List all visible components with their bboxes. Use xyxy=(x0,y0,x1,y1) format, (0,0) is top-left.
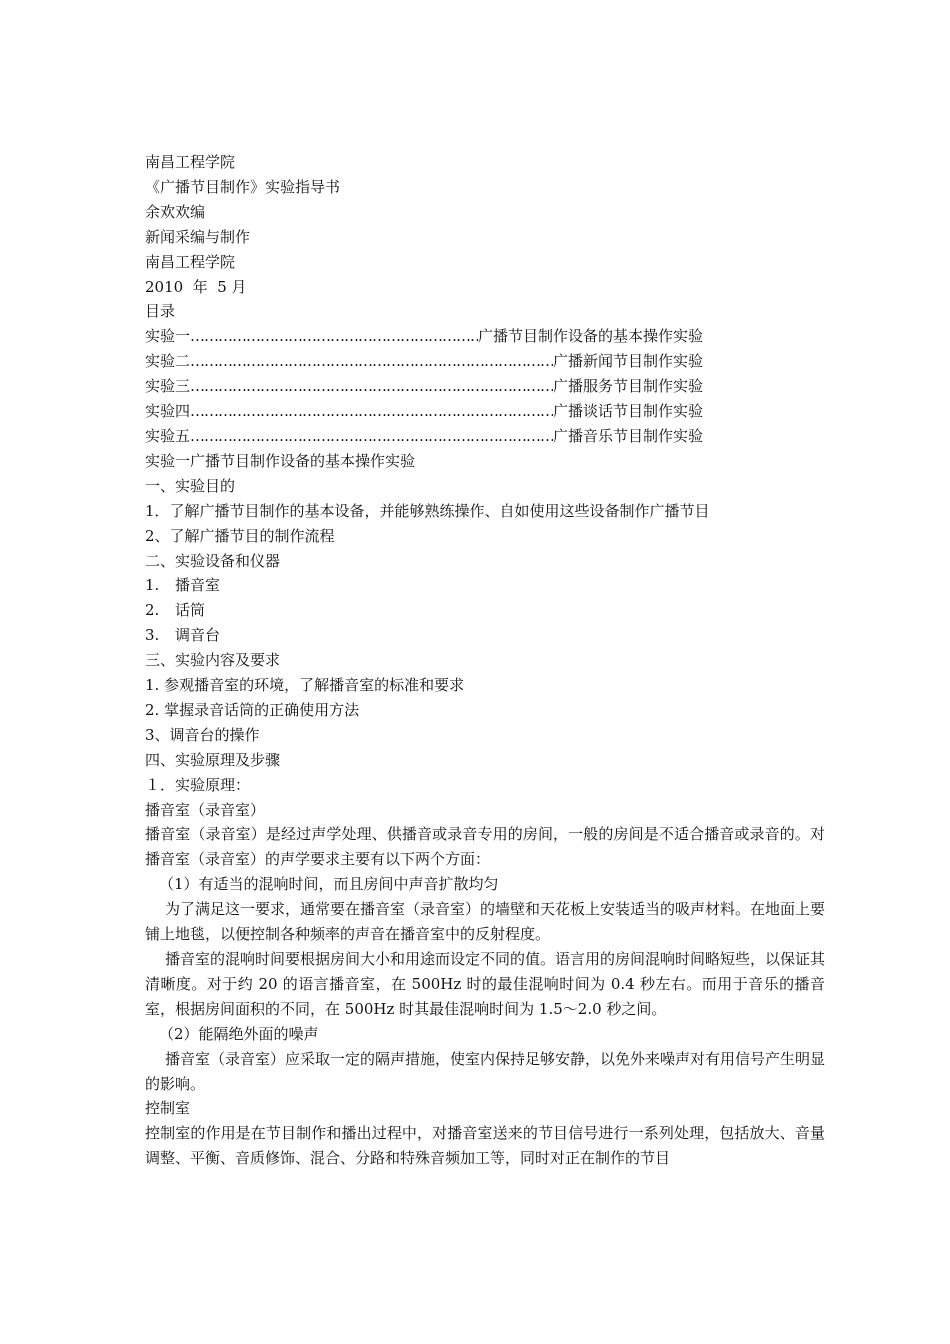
document-body xyxy=(145,150,825,1171)
toc-leader xyxy=(190,399,553,424)
section-heading-equipment: 二、实验设备和仪器 xyxy=(145,551,281,570)
toc-item-5[interactable] xyxy=(145,424,703,449)
toc-item-1[interactable] xyxy=(145,324,703,349)
content-item-3: 3、调音台的操作 xyxy=(145,725,260,744)
requirement-2-paragraph: 播音室（录音室）应采取一定的隔声措施，使室内保持足够安静，以免外来噪声对有用信号产生明显的影响。 xyxy=(145,1049,826,1093)
requirement-1: （1）有适当的混响时间，而且房间中声音扩散均匀 xyxy=(159,875,499,894)
editor: 余欢欢编 xyxy=(145,202,206,221)
toc-item-3[interactable] xyxy=(145,374,703,399)
toc-label: 实验三 xyxy=(145,377,191,396)
toc-label: 实验二 xyxy=(145,352,191,371)
section-heading-content: 三、实验内容及要求 xyxy=(145,651,281,670)
toc-title: 广播谈话节目制作实验 xyxy=(552,402,703,421)
principle-subheading: １．实验原理： xyxy=(145,775,251,794)
studio-heading: 播音室（录音室） xyxy=(145,800,266,819)
toc-heading: 目录 xyxy=(145,302,176,321)
content-item-2: 2. 掌握录音话筒的正确使用方法 xyxy=(145,700,360,719)
list-text: 播音室 xyxy=(175,576,221,595)
equipment-item-3 xyxy=(145,623,825,648)
section-heading-purpose: 一、实验目的 xyxy=(145,476,236,495)
purpose-item-1: 1．了解广播节目制作的基本设备，并能够熟练操作、自如使用这些设备制作广播节目 xyxy=(145,501,710,520)
section-heading-principle: 四、实验原理及步骤 xyxy=(145,750,281,769)
toc-label: 实验五 xyxy=(145,426,191,445)
toc-title: 广播服务节目制作实验 xyxy=(552,377,703,396)
equipment-item-2 xyxy=(145,598,825,623)
content-item-1: 1. 参观播音室的环境，了解播音室的标准和要求 xyxy=(145,676,465,695)
date: 2010 年 5 月 xyxy=(145,277,247,296)
equipment-item-1 xyxy=(145,573,825,598)
control-room-paragraph: 控制室的作用是在节目制作和播出过程中，对播音室送来的节目信号进行一系列处理，包括放大、音量调整、平衡、音质修饰、混合、分路和特殊音频加工等，同时对正在制作的节目 xyxy=(145,1124,825,1168)
toc-leader xyxy=(190,349,553,374)
list-number: 2. xyxy=(145,601,160,620)
school-name-2: 南昌工程学院 xyxy=(145,252,236,271)
toc-label: 实验一 xyxy=(145,327,191,346)
toc-item-4[interactable] xyxy=(145,399,703,424)
requirement-1-paragraph-2: 播音室的混响时间要根据房间大小和用途而设定不同的值。语言用的房间混响时间略短些，以保证其清晰度。对于约 20 的语言播音室，在 500Hz 时的最佳混响时间为 0.4 秒左右。而用于音乐的播音室，根据房间面积的不同，在 500Hz 时其最佳混响时间为 1.5～2.0 秒之间。 xyxy=(145,950,826,1018)
studio-paragraph: 播音室（录音室）是经过声学处理、供播音或录音专用的房间，一般的房间是不适合播音或录音的。对播音室（录音室）的声学要求主要有以下两个方面： xyxy=(145,825,825,869)
requirement-2: （2）能隔绝外面的噪声 xyxy=(159,1024,319,1043)
toc-leader xyxy=(190,374,553,399)
book-title: 《广播节目制作》实验指导书 xyxy=(145,177,341,196)
control-room-heading: 控制室 xyxy=(145,1099,191,1118)
toc-item-2[interactable] xyxy=(145,349,703,374)
toc-label: 实验四 xyxy=(145,402,191,421)
toc-title: 广播新闻节目制作实验 xyxy=(552,352,703,371)
toc-title: 广播音乐节目制作实验 xyxy=(552,426,703,445)
toc-title: 广播节目制作设备的基本操作实验 xyxy=(477,327,703,346)
major: 新闻采编与制作 xyxy=(145,227,251,246)
toc-leader xyxy=(190,324,478,349)
requirement-1-paragraph-1: 为了满足这一要求，通常要在播音室（录音室）的墙壁和天花板上安装适当的吸声材料。在地面上要铺上地毯，以便控制各种频率的声音在播音室中的反射程度。 xyxy=(145,900,826,944)
list-number: 1. xyxy=(145,576,160,595)
experiment-title: 实验一广播节目制作设备的基本操作实验 xyxy=(145,451,416,470)
school-name: 南昌工程学院 xyxy=(145,153,236,171)
toc-leader xyxy=(190,424,553,449)
list-text: 话筒 xyxy=(175,601,206,620)
list-number: 3. xyxy=(145,626,160,645)
purpose-item-2: 2、了解广播节目的制作流程 xyxy=(145,526,335,545)
list-text: 调音台 xyxy=(175,626,221,645)
